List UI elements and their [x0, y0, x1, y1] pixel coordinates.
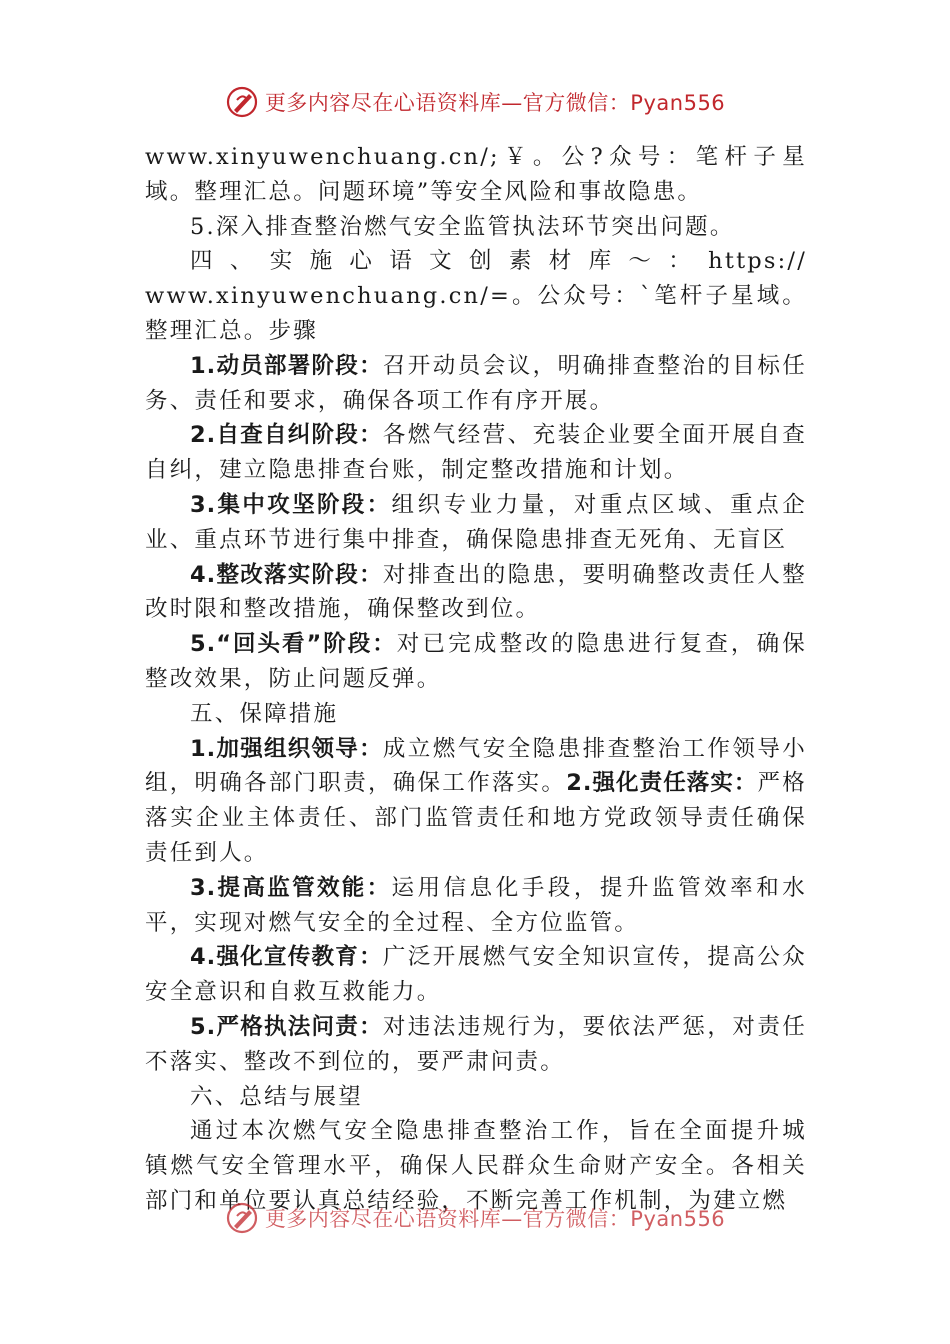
banner-text: 更多内容尽在心语资料库—官方微信：Pyan556 — [264, 91, 726, 115]
footer-watermark-banner — [0, 1198, 950, 1238]
step-1 — [145, 349, 807, 419]
step-5-text: 对已完成整改的隐患进行复查，确保整改效果，防止问题反弹。 — [145, 631, 808, 692]
pen-logo-icon — [225, 1201, 259, 1235]
step-4-text: 对排查出的隐患，要明确整改责任人整改时限和整改措施，确保整改到位。 — [145, 561, 807, 623]
step-3 — [145, 488, 807, 558]
measure-5-text: 对违法违规行为，要依法严惩，对责任不落实、整改不到位的，要严肃问责。 — [145, 1013, 807, 1075]
measure-3 — [145, 871, 807, 941]
measure-4 — [145, 940, 807, 1010]
measure-1-2 — [145, 732, 807, 871]
paragraph-summary: 通过本次燃气安全隐患排查整治工作，旨在全面提升城镇燃气安全管理水平，确保人民群众生命财产安全。各相关部门和单位要认真总结经验，不断完善工作机制，为建立燃 — [145, 1118, 807, 1214]
measure-3-text: 运用信息化手段，提升监管效率和水平，实现对燃气安全的全过程、全方位监管。 — [145, 874, 807, 936]
document-body — [145, 140, 807, 1219]
step-5 — [145, 627, 807, 697]
step-4-label: 4.整改落实阶段： — [190, 561, 383, 588]
paragraph-item-5: 5.深入排查整治燃气安全监管执法环节突出问题。 — [190, 213, 735, 240]
measure-2-label: 2.强化责任落实： — [566, 770, 758, 797]
step-2 — [145, 418, 807, 488]
banner-text: 更多内容尽在心语资料库—官方微信：Pyan556 — [264, 1207, 726, 1231]
measure-1-text: 成立燃气安全隐患排查整治工作领导小组，明确各部门职责，确保工作落实。 — [145, 735, 807, 797]
measure-1-label: 1.加强组织领导： — [190, 735, 383, 762]
step-4 — [145, 558, 807, 628]
measure-4-label: 4.强化宣传教育： — [190, 944, 383, 971]
section-heading-4-line-1: 四、实施心语文创素材库～：https:// — [190, 248, 807, 275]
step-3-label: 3.集中攻坚阶段： — [190, 491, 392, 518]
step-2-label: 2.自查自纠阶段： — [190, 422, 383, 449]
section-heading-4-line-2: www.xinyuwenchuang.cn/=。公众号：`笔杆子星域。整理汇总。步骤 — [145, 283, 807, 344]
section-heading-6: 六、总结与展望 — [190, 1083, 363, 1110]
section-heading-5: 五、保障措施 — [190, 700, 339, 727]
step-3-text: 组织专业力量，对重点区域、重点企业、重点环节进行集中排查，确保隐患排查无死角、无盲区 — [145, 491, 807, 553]
measure-2-text: 严格落实企业主体责任、部门监管责任和地方党政领导责任确保责任到人。 — [145, 770, 807, 866]
step-1-label: 1.动员部署阶段： — [190, 352, 383, 379]
step-1-text: 召开动员会议，明确排查整治的目标任务、责任和要求，确保各项工作有序开展。 — [145, 352, 807, 414]
pen-logo-icon — [225, 85, 259, 119]
measure-3-label: 3.提高监管效能： — [190, 874, 392, 901]
measure-5-label: 5.严格执法问责： — [190, 1013, 383, 1040]
header-watermark-banner — [0, 82, 950, 122]
measure-5 — [145, 1010, 807, 1080]
step-5-label: 5.“回头看”阶段： — [190, 631, 397, 658]
step-2-text: 各燃气经营、充装企业要全面开展自查自纠，建立隐患排查台账，制定整改措施和计划。 — [145, 422, 807, 484]
paragraph-continuation: www.xinyuwenchuang.cn/;￥。公?众号：笔杆子星域。整理汇总。问题环境”等安全风险和事故隐患。 — [145, 144, 807, 205]
measure-4-text: 广泛开展燃气安全知识宣传，提高公众安全意识和自救互救能力。 — [145, 944, 807, 1006]
